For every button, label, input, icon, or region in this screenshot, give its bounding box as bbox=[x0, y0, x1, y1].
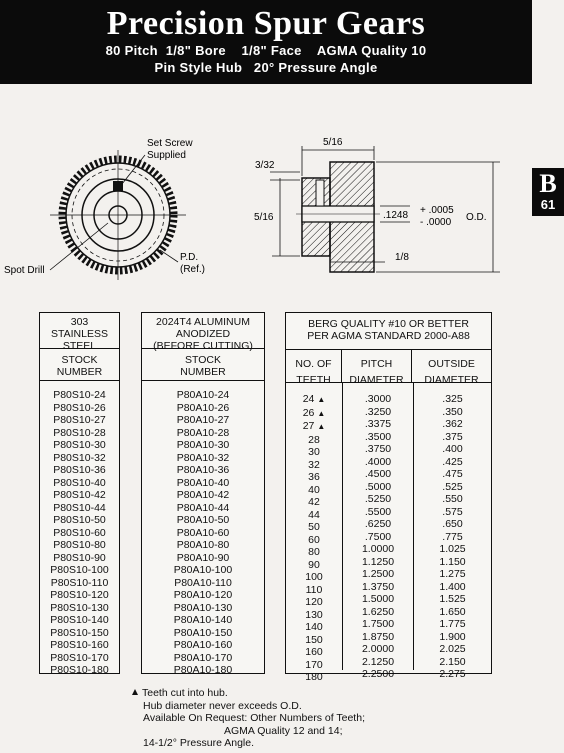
stainless-stock-number: P80S10-180 bbox=[50, 664, 109, 676]
dim-hub-face: 1/8 bbox=[395, 252, 409, 263]
material-line: 2024T4 ALUMINUM bbox=[156, 316, 250, 328]
aluminum-column-header bbox=[142, 349, 264, 381]
stainless-stock-number: P80S10-120 bbox=[50, 589, 109, 601]
page-header bbox=[0, 0, 532, 84]
aluminum-material-header bbox=[142, 313, 264, 352]
outside-diameter: 2.025 bbox=[439, 643, 466, 655]
teeth-count: 150 bbox=[305, 633, 323, 646]
aluminum-stock-number: P80A10-140 bbox=[173, 614, 233, 626]
stainless-stock-number: P80S10-36 bbox=[53, 464, 106, 476]
aluminum-stock-number: P80A10-150 bbox=[173, 626, 233, 639]
stainless-stock-number: P80S10-130 bbox=[50, 601, 109, 614]
aluminum-stock-number: P80A10-32 bbox=[176, 451, 230, 464]
aluminum-stock-number: P80A10-80 bbox=[176, 539, 230, 551]
material-line: (BEFORE CUTTING) bbox=[153, 340, 253, 352]
dim-hub-length: 5/16 bbox=[254, 212, 274, 223]
pitch-diameter: 1.5000 bbox=[361, 593, 395, 605]
material-line: STEEL bbox=[62, 340, 97, 352]
outside-diameter: .425 bbox=[442, 455, 463, 468]
header-line: DIAMETER bbox=[424, 374, 479, 386]
outside-diameter: 2.275 bbox=[439, 668, 466, 680]
teeth-count: 32 bbox=[308, 458, 320, 471]
pitch-diameter: .3250 bbox=[364, 405, 392, 418]
outside-diameter: .362 bbox=[442, 418, 463, 430]
footnote-text: Teeth cut into hub. bbox=[142, 687, 228, 699]
aluminum-stock-number: P80A10-160 bbox=[173, 639, 233, 651]
stainless-table bbox=[39, 312, 120, 674]
teeth-count: 140 bbox=[305, 621, 323, 633]
aluminum-stock-number: P80A10-27 bbox=[176, 414, 230, 426]
footnotes bbox=[132, 687, 365, 750]
gear-drawing bbox=[0, 110, 532, 290]
outside-diameter: 1.775 bbox=[439, 618, 466, 630]
triangle-marker-icon: ▲ bbox=[317, 422, 326, 431]
outside-diameter: .475 bbox=[442, 468, 463, 480]
supplied-label: Supplied bbox=[147, 150, 186, 161]
teeth-count: 28 bbox=[308, 433, 320, 446]
teeth-count: 180 bbox=[305, 671, 323, 683]
aluminum-stock-number: P80A10-36 bbox=[176, 464, 230, 476]
dim-face-width: 5/16 bbox=[323, 137, 343, 148]
teeth-count: 44 bbox=[308, 508, 320, 521]
teeth-count: 26 ▲ bbox=[302, 406, 326, 419]
pitch-diameter: 2.0000 bbox=[361, 643, 395, 655]
spec-line-2: Pin Style Hub 20° Pressure Angle bbox=[154, 60, 378, 75]
stainless-stock-list bbox=[40, 381, 119, 677]
section-letter: B bbox=[539, 169, 557, 198]
outside-diameter: 1.025 bbox=[439, 543, 466, 555]
pitch-diameter: .7500 bbox=[364, 530, 392, 543]
triangle-marker-icon: ▲ bbox=[317, 395, 326, 404]
aluminum-stock-number: P80A10-120 bbox=[173, 589, 233, 601]
footnote-4: AGMA Quality 12 and 14; bbox=[224, 724, 343, 737]
specs-title-line: PER AGMA STANDARD 2000-A88 bbox=[307, 330, 470, 342]
stainless-stock-number: P80S10-42 bbox=[53, 489, 106, 501]
aluminum-stock-number: P80A10-28 bbox=[176, 426, 230, 439]
stainless-stock-number: P80S10-110 bbox=[50, 576, 109, 589]
aluminum-stock-number: P80A10-50 bbox=[176, 514, 230, 526]
aluminum-stock-number: P80A10-42 bbox=[176, 489, 230, 501]
pitch-diameter: 1.7500 bbox=[361, 618, 395, 630]
material-line: STAINLESS bbox=[51, 328, 108, 340]
outside-diameter: .575 bbox=[442, 505, 463, 518]
aluminum-stock-number: P80A10-90 bbox=[176, 551, 230, 564]
dim-hub-offset: 3/32 bbox=[255, 160, 275, 171]
spot-drill-label: Spot Drill bbox=[4, 265, 45, 276]
header-line: TEETH bbox=[296, 374, 331, 386]
od-header bbox=[412, 350, 491, 386]
outside-diameter: .775 bbox=[442, 530, 463, 543]
stainless-stock-number: P80S10-100 bbox=[50, 564, 109, 576]
footnote-1 bbox=[132, 687, 365, 700]
outside-diameter: .375 bbox=[442, 430, 463, 443]
header-line: DIAMETER bbox=[349, 374, 404, 386]
pitch-diameter: .3500 bbox=[364, 430, 392, 443]
pitch-diameter: 1.8750 bbox=[361, 630, 395, 643]
teeth-header bbox=[286, 350, 342, 386]
aluminum-stock-list bbox=[142, 381, 264, 677]
outside-diameter: .650 bbox=[442, 518, 463, 530]
stainless-stock-number: P80S10-80 bbox=[53, 539, 106, 551]
stainless-stock-number: P80S10-150 bbox=[50, 626, 109, 639]
set-screw-label: Set Screw bbox=[147, 138, 193, 149]
tolerance-plus: + .0005 bbox=[420, 205, 454, 216]
aluminum-stock-number: P80A10-180 bbox=[173, 664, 233, 676]
stainless-stock-number: P80S10-27 bbox=[53, 414, 106, 426]
stainless-stock-number: P80S10-50 bbox=[53, 514, 106, 526]
pitch-diameter: 2.1250 bbox=[361, 655, 395, 668]
aluminum-stock-number: P80A10-30 bbox=[176, 439, 230, 451]
outside-diameter: .525 bbox=[442, 480, 463, 493]
outside-diameter: 1.400 bbox=[439, 580, 466, 593]
teeth-count: 130 bbox=[305, 608, 323, 621]
dim-bore: .1248 bbox=[383, 210, 409, 221]
specs-title bbox=[286, 313, 491, 350]
gear-front-view bbox=[50, 150, 186, 280]
aluminum-stock-number: P80A10-130 bbox=[173, 601, 233, 614]
triangle-marker-icon bbox=[132, 689, 138, 695]
teeth-count: 50 bbox=[308, 521, 320, 533]
stainless-stock-number: P80S10-30 bbox=[53, 439, 106, 451]
header-line: OUTSIDE bbox=[428, 358, 475, 370]
stainless-stock-number: P80S10-32 bbox=[53, 451, 106, 464]
material-line: ANODIZED bbox=[175, 328, 231, 340]
outside-diameter: .400 bbox=[442, 443, 463, 455]
pitch-diameter: .3375 bbox=[364, 418, 392, 430]
teeth-column bbox=[286, 383, 343, 683]
column-header-line: NUMBER bbox=[180, 366, 226, 378]
outside-diameter: .325 bbox=[442, 393, 463, 405]
teeth-count: 90 bbox=[308, 558, 320, 571]
stainless-column-header bbox=[40, 349, 119, 381]
pitch-diameter: 1.1250 bbox=[361, 555, 395, 568]
ref-label: (Ref.) bbox=[180, 264, 205, 275]
od-column bbox=[414, 383, 491, 680]
outside-diameter: 1.900 bbox=[439, 630, 466, 643]
teeth-count: 36 bbox=[308, 471, 320, 483]
footnote-2: Hub diameter never exceeds O.D. bbox=[143, 699, 302, 712]
column-header-line: STOCK bbox=[185, 354, 221, 366]
teeth-count: 120 bbox=[305, 596, 323, 608]
outside-diameter: 2.150 bbox=[439, 655, 466, 668]
teeth-count: 30 bbox=[308, 446, 320, 458]
specs-body bbox=[286, 383, 491, 683]
pitch-diameter: 1.6250 bbox=[361, 605, 395, 618]
triangle-marker-icon: ▲ bbox=[317, 408, 326, 418]
page-number: 61 bbox=[540, 197, 556, 212]
specs-column-headers bbox=[286, 350, 491, 386]
od-label: O.D. bbox=[466, 212, 487, 223]
pitch-diameter: .6250 bbox=[364, 518, 392, 530]
section-tab bbox=[532, 168, 564, 216]
teeth-count: 40 bbox=[308, 483, 320, 496]
footnote-5: 14-1/2° Pressure Angle. bbox=[143, 737, 255, 749]
stainless-stock-number: P80S10-170 bbox=[50, 651, 109, 664]
tolerance-minus: - .0000 bbox=[420, 217, 452, 228]
aluminum-stock-number: P80A10-44 bbox=[176, 501, 230, 514]
column-header-line: NUMBER bbox=[56, 366, 103, 378]
specs-title-line: BERG QUALITY #10 OR BETTER bbox=[308, 318, 469, 330]
outside-diameter: .350 bbox=[442, 405, 463, 418]
teeth-count: 100 bbox=[305, 571, 323, 583]
pitch-diameter: .4000 bbox=[364, 455, 392, 468]
outside-diameter: .550 bbox=[442, 493, 463, 505]
gear-section-view bbox=[296, 162, 380, 272]
page-title: Precision Spur Gears bbox=[106, 5, 426, 42]
stainless-stock-number: P80S10-60 bbox=[53, 526, 106, 539]
aluminum-table bbox=[141, 312, 265, 674]
teeth-count: 60 bbox=[308, 533, 320, 546]
aluminum-stock-number: P80A10-40 bbox=[176, 476, 230, 489]
pitch-diameter: .5500 bbox=[364, 505, 392, 518]
outside-diameter: 1.275 bbox=[439, 568, 466, 580]
pitch-diameter: 1.0000 bbox=[361, 543, 395, 555]
teeth-count: 27 ▲ bbox=[302, 420, 326, 432]
pitch-diameter: .3000 bbox=[364, 393, 392, 405]
aluminum-stock-number: P80A10-26 bbox=[176, 401, 230, 414]
stainless-stock-number: P80S10-28 bbox=[53, 426, 106, 439]
stainless-material-header bbox=[40, 313, 119, 352]
teeth-count: 170 bbox=[305, 658, 323, 671]
stainless-stock-number: P80S10-44 bbox=[53, 501, 106, 514]
pd-label: P.D. bbox=[180, 252, 199, 263]
pitch-diameter: .3750 bbox=[364, 443, 392, 455]
column-header-line: STOCK bbox=[61, 354, 98, 366]
pitch-column bbox=[343, 383, 414, 680]
stainless-stock-number: P80S10-26 bbox=[53, 401, 106, 414]
teeth-count: 110 bbox=[305, 583, 323, 596]
outside-diameter: 1.525 bbox=[439, 593, 466, 605]
outside-diameter: 1.150 bbox=[439, 555, 466, 568]
aluminum-stock-number: P80A10-24 bbox=[176, 389, 230, 401]
material-line: 303 bbox=[70, 316, 89, 328]
stainless-stock-number: P80S10-140 bbox=[50, 614, 109, 626]
pitch-header bbox=[342, 350, 412, 386]
outside-diameter: 1.650 bbox=[439, 605, 466, 618]
pitch-diameter: 1.2500 bbox=[361, 568, 395, 580]
stainless-stock-number: P80S10-24 bbox=[53, 389, 106, 401]
teeth-count: 80 bbox=[308, 546, 320, 558]
pitch-diameter: .5250 bbox=[364, 493, 392, 505]
pitch-diameter: 1.3750 bbox=[361, 580, 395, 593]
teeth-count: 42 bbox=[308, 496, 320, 508]
aluminum-stock-number: P80A10-170 bbox=[173, 651, 233, 664]
teeth-count: 24 ▲ bbox=[302, 393, 326, 405]
stainless-stock-number: P80S10-160 bbox=[50, 639, 109, 651]
pitch-diameter: 2.2500 bbox=[361, 668, 395, 680]
aluminum-stock-number: P80A10-60 bbox=[176, 526, 230, 539]
specs-table bbox=[285, 312, 492, 683]
stainless-stock-number: P80S10-40 bbox=[53, 476, 106, 489]
pitch-diameter: .5000 bbox=[364, 480, 392, 493]
header-line: PITCH bbox=[360, 358, 393, 370]
teeth-count: 160 bbox=[305, 646, 323, 658]
footnote-3: Available On Request: Other Numbers of Teeth; bbox=[143, 712, 365, 724]
spec-line-1: 80 Pitch 1/8" Bore 1/8" Face AGMA Quality 10 bbox=[105, 43, 427, 58]
aluminum-stock-number: P80A10-100 bbox=[173, 564, 233, 576]
aluminum-stock-number: P80A10-110 bbox=[174, 576, 232, 589]
header-line: NO. OF bbox=[295, 358, 332, 370]
pitch-diameter: .4500 bbox=[364, 468, 392, 480]
stainless-stock-number: P80S10-90 bbox=[53, 551, 106, 564]
